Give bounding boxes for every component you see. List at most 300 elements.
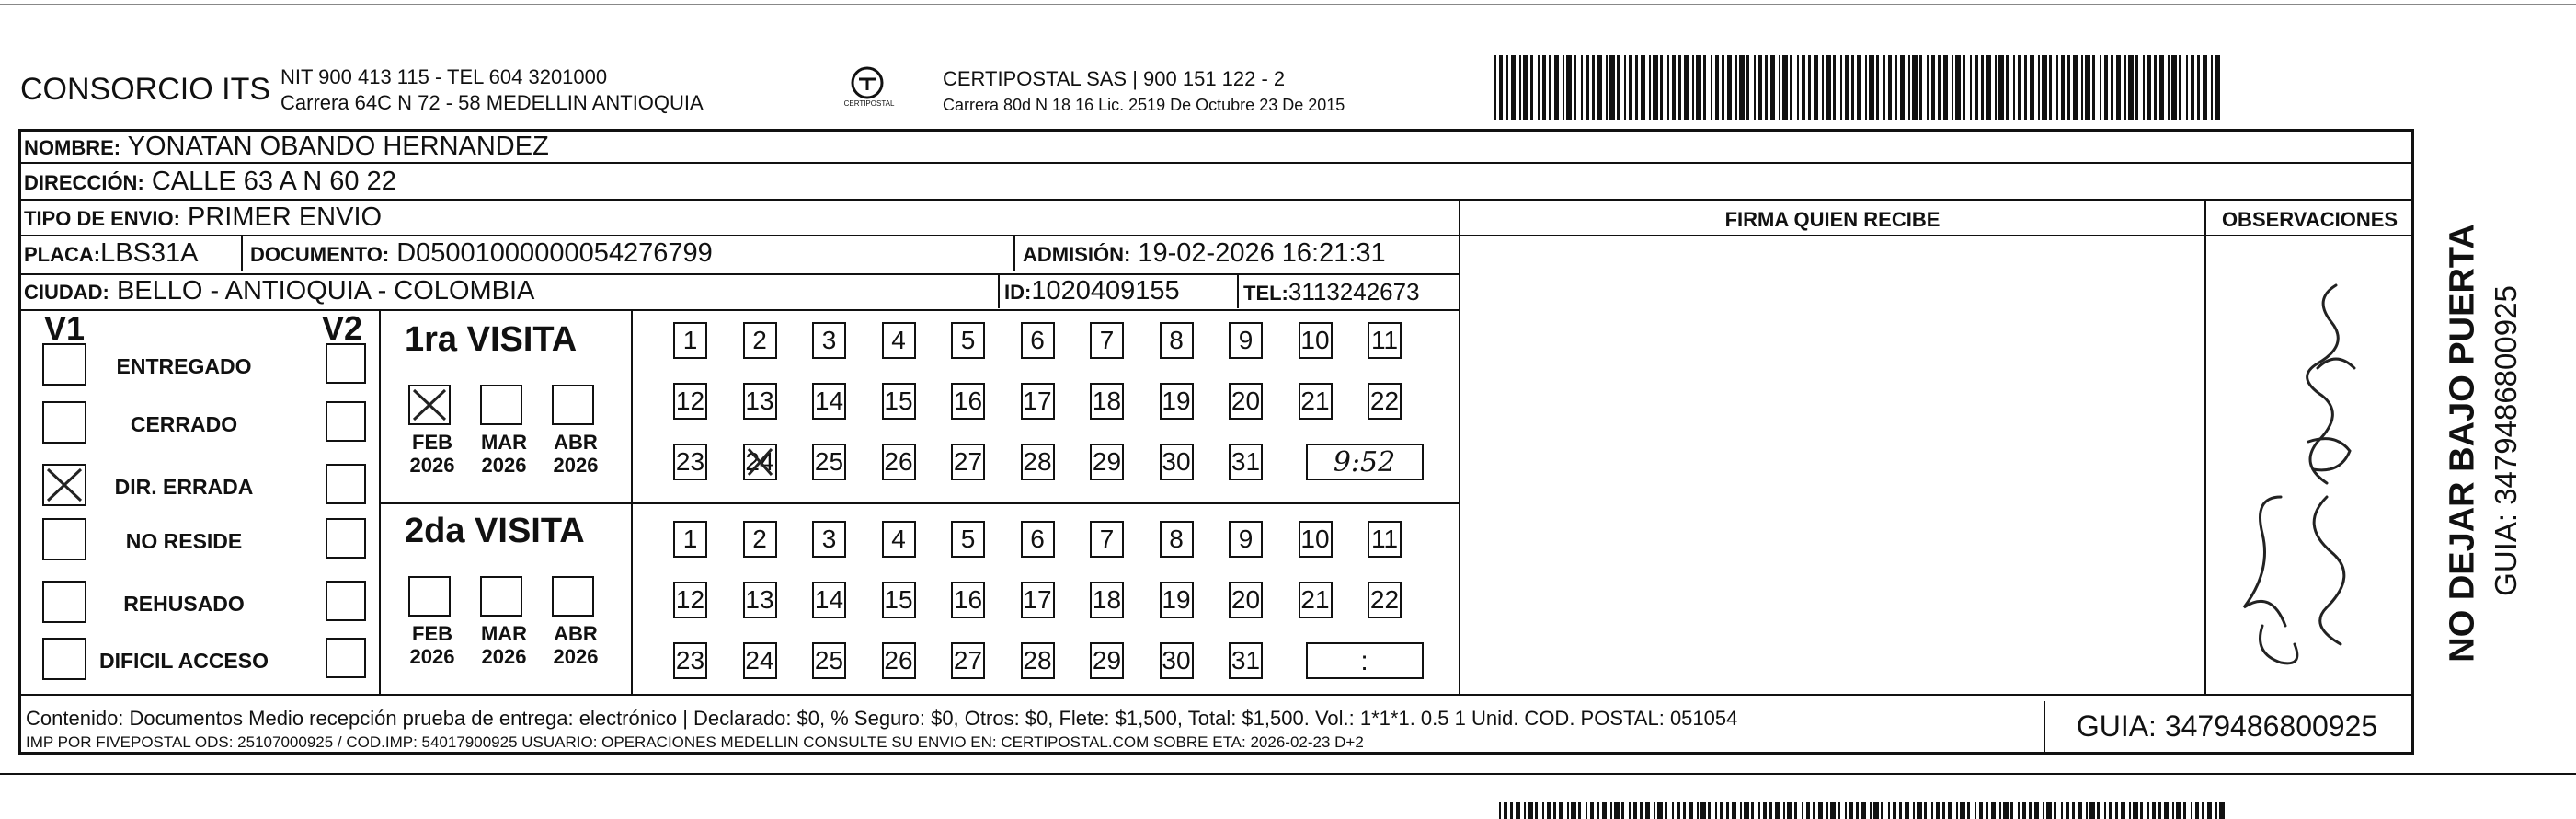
barcode-bar	[1727, 55, 1732, 120]
barcode-bar	[1683, 802, 1686, 819]
barcode-bar	[1782, 55, 1788, 120]
barcode-bar	[2219, 802, 2225, 819]
nombre-label: NOMBRE:	[24, 136, 121, 159]
v1-checkbox	[42, 343, 86, 386]
v2-checkbox	[326, 343, 366, 384]
barcode-bar	[2186, 55, 2188, 120]
barcode-bar	[1722, 55, 1724, 120]
barcode-bar	[1553, 802, 1556, 819]
day-box: 28	[1021, 444, 1055, 480]
day-box: 29	[1090, 642, 1124, 679]
barcode-bar	[2018, 802, 2020, 819]
v1-checkbox	[42, 581, 86, 623]
logo-caption: CERTIPOSTAL	[843, 99, 895, 108]
barcode-bar	[1952, 55, 1953, 120]
barcode-bar	[1678, 55, 1681, 120]
admision-field	[1023, 238, 1386, 269]
barcode-bar	[1708, 802, 1711, 819]
day-box: 9	[1229, 521, 1263, 558]
day-box: 27	[951, 642, 985, 679]
barcode-bar	[1986, 55, 1991, 120]
barcode-bar	[1802, 802, 1803, 819]
day-box: 21	[1299, 582, 1333, 618]
handwritten-signature	[2207, 258, 2410, 690]
side-guia-number: GUIA: 3479486800925	[2489, 285, 2523, 596]
barcode-bar	[2129, 802, 2131, 819]
barcode-bar	[1794, 802, 1797, 819]
barcode-bar	[1746, 55, 1749, 120]
ciudad-field	[24, 276, 534, 306]
month-checkbox	[480, 576, 522, 617]
barcode-bar	[2207, 802, 2212, 819]
barcode-bar	[2097, 802, 2100, 819]
barcode-bar	[2203, 55, 2207, 120]
month-label	[476, 431, 532, 477]
barcode-bar	[1559, 802, 1563, 819]
barcode-bar	[2078, 802, 2082, 819]
barcode-bar	[1797, 55, 1799, 120]
placa-field	[24, 238, 199, 269]
barcode-bar	[2067, 55, 2070, 120]
day-box: 20	[1229, 582, 1263, 618]
day-box: 17	[1021, 582, 1055, 618]
barcode-bar	[1822, 55, 1824, 120]
barcode-bar	[1851, 55, 1854, 120]
id-field	[1004, 276, 1180, 306]
barcode-bar	[1506, 55, 1508, 120]
day-box: 22	[1368, 582, 1402, 618]
barcode-bottom	[1499, 802, 2226, 819]
barcode-bar	[1751, 802, 1754, 819]
company-name: CONSORCIO ITS	[20, 72, 271, 107]
month-name: MAR	[480, 622, 528, 645]
barcode-bar	[1986, 802, 1988, 819]
barcode-bar	[1808, 55, 1811, 120]
check-mark-icon	[743, 444, 777, 480]
barcode-bar	[2022, 802, 2026, 819]
barcode-bar	[1696, 55, 1701, 120]
day-box: 10	[1299, 521, 1333, 558]
day-box: 17	[1021, 383, 1055, 420]
status-label: CERRADO	[130, 412, 238, 436]
barcode-bar	[2042, 55, 2047, 120]
divider	[18, 694, 2412, 696]
barcode-bar	[1549, 55, 1551, 120]
barcode-bar	[1970, 55, 1972, 120]
day-box: 2	[743, 322, 777, 359]
barcode-bar	[2154, 55, 2157, 120]
barcode-bar	[1524, 802, 1526, 819]
day-box: 16	[951, 582, 985, 618]
barcode-bar	[1523, 55, 1528, 120]
day-box: 7	[1090, 322, 1124, 359]
barcode-bar	[2073, 55, 2078, 120]
tipo-value: PRIMER ENVIO	[187, 202, 383, 232]
day-box: 31	[1229, 444, 1263, 480]
barcode-bar	[2128, 55, 2134, 120]
barcode-bar	[2081, 55, 2083, 120]
status-label: NO RESIDE	[125, 529, 243, 553]
barcode-bar	[1787, 802, 1792, 819]
barcode-bar	[1711, 55, 1712, 120]
bottom-cut-line	[0, 773, 2576, 775]
barcode-bar	[1624, 55, 1626, 120]
divider	[241, 236, 243, 271]
barcode-bar	[1732, 802, 1736, 819]
barcode-bar	[1845, 55, 1849, 120]
day-box: 24	[743, 642, 777, 679]
barcode-bar	[1913, 802, 1915, 819]
v2-checkbox	[326, 401, 366, 442]
divider	[18, 273, 1459, 275]
barcode-bar	[1936, 802, 1940, 819]
barcode-bar	[1975, 802, 1976, 819]
barcode-bar	[2085, 55, 2090, 120]
barcode-bar	[1720, 802, 1723, 819]
barcode-bar	[1554, 55, 1559, 120]
barcode-bar	[1899, 802, 1902, 819]
id-label: ID:	[1004, 281, 1032, 304]
barcode-bar	[1726, 802, 1729, 819]
day-box: 25	[812, 444, 846, 480]
barcode-bar	[2183, 802, 2186, 819]
tel-value: 3113242673	[1288, 278, 1420, 306]
admision-label: ADMISIÓN:	[1023, 243, 1131, 266]
barcode-bar	[1571, 802, 1576, 819]
day-box: 25	[812, 642, 846, 679]
barcode-bar	[1606, 55, 1608, 120]
barcode-bar	[1641, 55, 1645, 120]
v1-checkbox	[42, 401, 86, 444]
barcode-bar	[2104, 55, 2108, 120]
company-address: Carrera 64C N 72 - 58 MEDELLIN ANTIOQUIA	[280, 91, 704, 114]
barcode-bar	[1574, 55, 1576, 120]
barcode-bar	[1943, 55, 1948, 120]
barcode-bar	[1924, 802, 1927, 819]
carrier-info	[943, 66, 1345, 118]
barcode-bar	[1621, 802, 1624, 819]
day-box: 12	[673, 383, 707, 420]
barcode-bar	[1547, 802, 1551, 819]
barcode-bar	[1963, 55, 1965, 120]
direccion-value: CALLE 63 A N 60 22	[151, 167, 396, 196]
barcode-bar	[1672, 55, 1676, 120]
barcode-bar	[1657, 802, 1663, 819]
day-box: 1	[673, 322, 707, 359]
barcode-bar	[1927, 55, 1929, 120]
barcode-bar	[2179, 55, 2181, 120]
top-cut-line	[0, 4, 2576, 5]
day-box: 11	[1368, 322, 1402, 359]
barcode-bar	[1635, 55, 1638, 120]
barcode-bar	[1640, 802, 1643, 819]
barcode-bar	[1881, 802, 1883, 819]
barcode-bar	[1991, 802, 1996, 819]
barcode-bar	[2066, 802, 2069, 819]
barcode-bar	[1586, 55, 1589, 120]
v1-checkbox	[42, 518, 86, 560]
barcode-bar	[1826, 802, 1828, 819]
barcode-bar	[1689, 802, 1693, 819]
barcode-bar	[1840, 55, 1842, 120]
divider	[1459, 201, 1460, 694]
barcode-bar	[2215, 802, 2217, 819]
barcode-bar	[1754, 55, 1756, 120]
v1-header: V1	[44, 309, 86, 347]
month-checkbox	[552, 385, 594, 425]
day-box: 30	[1160, 444, 1194, 480]
barcode-bar	[1758, 802, 1760, 819]
barcode-bar	[1519, 55, 1521, 120]
barcode-bar	[1931, 802, 1933, 819]
barcode-bar	[2061, 55, 2065, 120]
divider	[18, 235, 1460, 236]
barcode-bar	[1981, 55, 1984, 120]
day-box: 7	[1090, 521, 1124, 558]
barcode-bar	[1849, 802, 1853, 819]
barcode-bar	[1783, 802, 1785, 819]
barcode-bar	[1908, 55, 1910, 120]
barcode-bar	[1494, 55, 1496, 120]
v2-checkbox	[326, 518, 366, 559]
time-box: :	[1306, 642, 1424, 679]
barcode-bar	[2147, 802, 2149, 819]
barcode-bar	[1703, 55, 1706, 120]
day-box: 9	[1229, 322, 1263, 359]
barcode-bar	[2133, 802, 2138, 819]
barcode-bar	[1578, 802, 1581, 819]
barcode-bar	[1873, 802, 1879, 819]
tipo-label: TIPO DE ENVIO:	[24, 207, 180, 230]
day-box: 30	[1160, 642, 1194, 679]
barcode-bar	[1948, 802, 1952, 819]
barcode-bar	[1845, 802, 1847, 819]
barcode-bar	[2124, 55, 2126, 120]
footer-content-line: Contenido: Documentos Medio recepción prueba de entrega: electrónico | Declarado: $0, % Seguro: $0, Otros: $0, Flete: $1,500, Total: $1,500. Vol.: 1*1*1. 0.5 1 Unid. COD. POSTAL: 051054	[26, 707, 1738, 730]
barcode-bar	[2191, 55, 2194, 120]
barcode-bar	[1566, 55, 1572, 120]
no-dejar-warning: NO DEJAR BAJO PUERTA	[2443, 224, 2482, 663]
check-mark-icon	[42, 464, 86, 506]
barcode-bar	[1999, 802, 2001, 819]
v2-checkbox	[326, 464, 366, 504]
v1-checkbox	[42, 638, 86, 680]
second-visit-title: 2da VISITA	[405, 512, 585, 550]
divider	[379, 309, 381, 694]
barcode-bar	[1629, 802, 1631, 819]
barcode-bar	[1590, 802, 1594, 819]
barcode-bar	[1653, 55, 1658, 120]
barcode-bar	[1818, 802, 1823, 819]
barcode-bar	[2010, 802, 2013, 819]
guia-number: GUIA: 3479486800925	[2044, 701, 2409, 752]
barcode	[1494, 55, 2221, 120]
month-checkbox	[408, 385, 451, 425]
barcode-bar	[1677, 802, 1680, 819]
barcode-bar	[1617, 55, 1620, 120]
barcode-bar	[2092, 55, 2095, 120]
barcode-bar	[2171, 55, 2177, 120]
barcode-bar	[2034, 802, 2039, 819]
barcode-bar	[1770, 55, 1775, 120]
barcode-bar	[1528, 802, 1533, 819]
month-label	[405, 431, 460, 477]
barcode-bar	[1660, 55, 1663, 120]
barcode-bar	[2109, 802, 2112, 819]
barcode-bar	[1535, 802, 1538, 819]
barcode-bar	[1609, 55, 1615, 120]
barcode-bar	[2111, 55, 2113, 120]
company-nit: NIT 900 413 115 - TEL 604 3201000	[280, 65, 608, 88]
footer-print-line: IMP POR FIVEPOSTAL ODS: 25107000925 / COD.IMP: 54017900925 USUARIO: OPERACIONES MEDELLIN CONSULTE SU ENVIO EN: CERTIPOSTAL.COM SOBRE ETA: 2026-02-23 D+2	[26, 733, 1364, 751]
barcode-bar	[1830, 802, 1836, 819]
time-box: 9:52	[1306, 444, 1424, 480]
barcode-bar	[1975, 55, 1978, 120]
barcode-bar	[1833, 55, 1836, 120]
divider	[18, 309, 1459, 311]
v2-checkbox	[326, 638, 366, 678]
barcode-bar	[1667, 55, 1669, 120]
barcode-bar	[2049, 55, 2052, 120]
barcode-bar	[2143, 55, 2145, 120]
carrier-name: CERTIPOSTAL SAS | 900 151 122 - 2	[943, 67, 1286, 90]
barcode-bar	[2024, 55, 2027, 120]
day-box: 18	[1090, 383, 1124, 420]
barcode-bar	[1765, 55, 1768, 120]
barcode-bar	[1883, 55, 1885, 120]
barcode-bar	[1692, 55, 1694, 120]
tel-label: TEL:	[1243, 282, 1288, 305]
barcode-bar	[1530, 55, 1533, 120]
barcode-bar	[1602, 802, 1607, 819]
day-box: 4	[882, 322, 916, 359]
barcode-bar	[1775, 802, 1780, 819]
barcode-bar	[1967, 802, 1970, 819]
barcode-bar	[1917, 802, 1922, 819]
v1-checkbox	[42, 464, 86, 506]
barcode-bar	[2215, 55, 2220, 120]
barcode-bar	[2159, 55, 2164, 120]
day-box: 10	[1299, 322, 1333, 359]
barcode-bar	[1912, 55, 1918, 120]
month-year: 2026	[409, 645, 455, 668]
barcode-bar	[1893, 802, 1896, 819]
day-box: 20	[1229, 383, 1263, 420]
row-direccion	[18, 164, 2414, 201]
day-box: 5	[951, 521, 985, 558]
day-box: 13	[743, 582, 777, 618]
barcode-bar	[1563, 55, 1564, 120]
status-label: DIFICIL ACCESO	[98, 649, 269, 673]
month-checkbox	[480, 385, 522, 425]
month-checkbox	[552, 576, 594, 617]
barcode-bar	[1739, 55, 1745, 120]
day-box: 15	[882, 582, 916, 618]
day-box: 31	[1229, 642, 1263, 679]
v2-checkbox	[326, 581, 366, 621]
direccion-label: DIRECCIÓN:	[24, 171, 144, 194]
divider	[998, 273, 1000, 308]
barcode-bar	[2158, 802, 2161, 819]
barcode-bar	[1876, 55, 1879, 120]
month-year: 2026	[481, 645, 527, 668]
barcode-bar	[1499, 802, 1501, 819]
barcode-bar	[1516, 802, 1520, 819]
barcode-bar	[1740, 802, 1742, 819]
month-year: 2026	[481, 454, 527, 477]
divider	[2204, 201, 2206, 694]
month-label	[548, 622, 603, 668]
barcode-bar	[2100, 55, 2101, 120]
day-box: 23	[673, 642, 707, 679]
documento-value: D05001000000054276799	[396, 238, 713, 268]
id-value: 1020409155	[1031, 276, 1180, 306]
barcode-bar	[2147, 55, 2151, 120]
barcode-bar	[2121, 802, 2125, 819]
month-name: ABR	[554, 431, 598, 454]
day-box: 29	[1090, 444, 1124, 480]
barcode-bar	[2030, 55, 2034, 120]
barcode-bar	[1744, 802, 1749, 819]
barcode-bar	[1806, 802, 1810, 819]
divider	[379, 502, 1459, 504]
divider	[631, 309, 633, 694]
check-mark-icon	[408, 385, 451, 425]
day-box: 2	[743, 521, 777, 558]
barcode-bar	[1633, 802, 1637, 819]
barcode-bar	[1715, 55, 1719, 120]
barcode-bar	[2115, 802, 2118, 819]
day-box: 1	[673, 521, 707, 558]
barcode-bar	[1697, 802, 1699, 819]
barcode-bar	[1995, 55, 1997, 120]
barcode-bar	[1567, 802, 1569, 819]
month-year: 2026	[409, 454, 455, 477]
divider	[1237, 273, 1239, 308]
barcode-bar	[1869, 55, 1874, 120]
barcode-bar	[1715, 802, 1717, 819]
side-label	[2417, 120, 2523, 764]
barcode-bar	[2176, 802, 2181, 819]
month-label	[548, 431, 603, 477]
day-box: 8	[1160, 521, 1194, 558]
placa-label: PLACA:	[24, 243, 101, 266]
barcode-bar	[1763, 802, 1767, 819]
company-info	[280, 64, 704, 116]
barcode-bar	[1684, 55, 1689, 120]
day-box: 24	[743, 444, 777, 480]
first-visit-title: 1ra VISITA	[405, 320, 578, 359]
day-box: 28	[1021, 642, 1055, 679]
day-box: 26	[882, 444, 916, 480]
barcode-bar	[2195, 802, 2199, 819]
row-nombre	[18, 131, 2414, 164]
barcode-bar	[1895, 55, 1897, 120]
barcode-bar	[1900, 55, 1905, 120]
barcode-bar	[1511, 55, 1516, 120]
barcode-bar	[2038, 55, 2040, 120]
barcode-bar	[2043, 802, 2044, 819]
day-box: 12	[673, 582, 707, 618]
barcode-bar	[1814, 55, 1818, 120]
barcode-bar	[1813, 802, 1815, 819]
day-box: 18	[1090, 582, 1124, 618]
placa-value: LBS31A	[100, 238, 199, 268]
day-box: 5	[951, 322, 985, 359]
barcode-bar	[1654, 802, 1655, 819]
barcode-bar	[1938, 55, 1941, 120]
barcode-bar	[1499, 55, 1503, 120]
